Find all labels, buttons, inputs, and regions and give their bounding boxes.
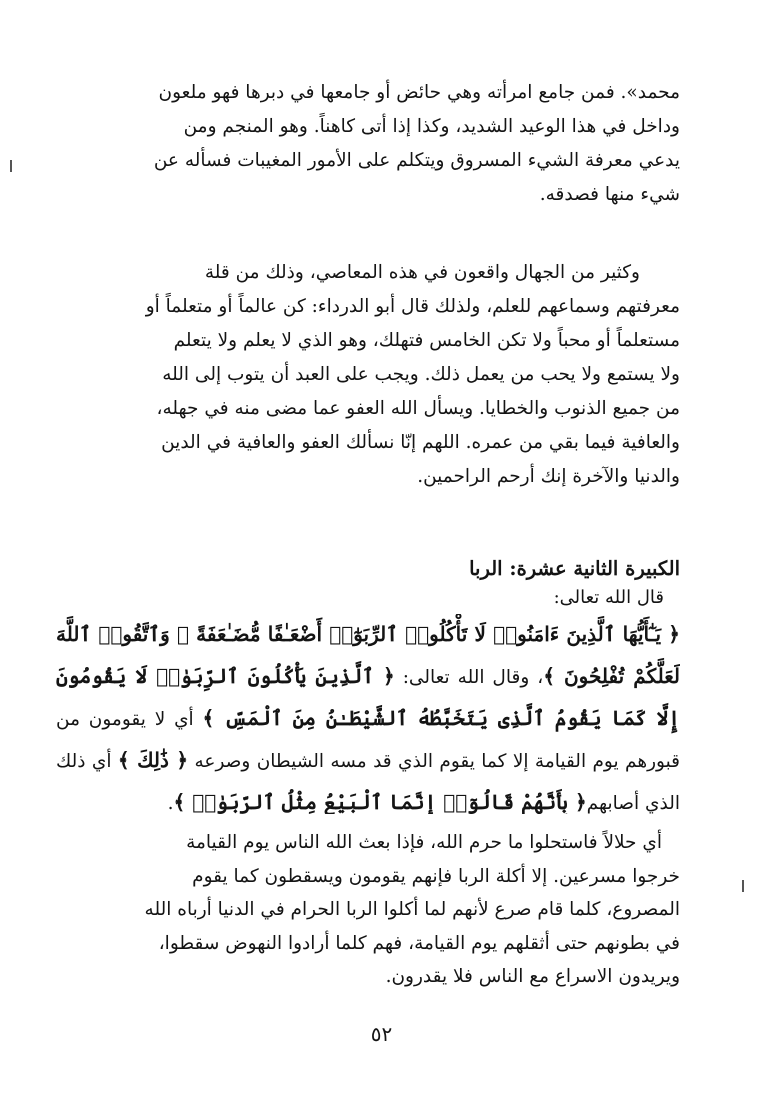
commentary-text: أي ذلك الذي أصابهم bbox=[56, 751, 680, 814]
verse-intro: قال الله تعالى: bbox=[553, 587, 664, 608]
scan-mark bbox=[742, 880, 744, 892]
commentary-text: أي لا يقومون من قبورهم يوم القيامة إلا كما يقوم الذي قد مسه الشيطان وصرعه bbox=[56, 709, 680, 772]
text-line: وكثير من الجهال واقعون في هذه المعاصي، وذلك من قلة bbox=[204, 262, 640, 283]
text-line: ولا يستمع ولا يحب من يعمل ذلك. ويجب على العبد أن يتوب إلى الله bbox=[162, 364, 680, 385]
connector-text: ، وقال الله تعالى: bbox=[402, 667, 544, 688]
text-line: المصروع، كلما قام صرع لأنهم لما أكلوا الربا الحرام في الدنيا أرباه الله bbox=[144, 899, 680, 920]
text-line: والدنيا والآخرة إنك أرحم الراحمين. bbox=[417, 466, 680, 487]
paragraph-2 bbox=[56, 256, 680, 512]
text-line: والعافية فيما بقي من عمره. اللهم إنّا نسألك العفو والعافية في الدين bbox=[161, 432, 680, 453]
text-line: في بطونهم حتى أثقلهم يوم القيامة، فهم كلما أرادوا النهوض سقطوا، bbox=[158, 932, 680, 954]
quran-verse: ﴿ ذَٰلِكَ ﴾ bbox=[117, 748, 189, 772]
text-line: شيء منها فصدقه. bbox=[539, 184, 680, 205]
text-line: محمد». فمن جامع امرأته وهي حائض أو جامعها في دبرها فهو ملعون bbox=[158, 82, 680, 103]
text-line: خرجوا مسرعين. إلا أكلة الربا فإنهم يقومون ويسقطون كما يقوم bbox=[192, 865, 680, 887]
text-line: معرفتهم وسماعهم للعلم، ولذلك قال أبو الدرداء: كن عالماً أو متعلماً أو bbox=[145, 296, 680, 317]
quran-verse: ﴿ يَـٰٓأَيُّهَا ٱلَّذِينَ ءَامَنُوا۟ لَا تَأْكُلُوا۟ ٱلرِّبَوٰٓا۟ أَضْعَـٰفًا مُّضَـٰعَفَةً ۖ وَٱتَّقُوا۟ ٱللَّهَ لَعَلَّكُمْ تُفْلِحُونَ ﴾ bbox=[56, 622, 680, 688]
quran-verse: ﴿ بِأَنَّهُمْ قَالُوٓا۟ إِنَّمَا ٱلْبَيْعُ مِثْلُ ٱلرِّبَوٰا۟ ﴾ bbox=[173, 790, 587, 814]
page-body bbox=[56, 76, 680, 996]
paragraph-4 bbox=[56, 826, 680, 996]
verse-end-mark: . bbox=[167, 793, 174, 814]
text-line: من جميع الذنوب والخطايا. ويسأل الله العفو عما مضى منه في جهله، bbox=[156, 398, 680, 419]
text-line: ويريدون الاسراع مع الناس فلا يقدرون. bbox=[385, 966, 680, 987]
text-line: يدعي معرفة الشيء المسروق ويتكلم على الأمور المغيبات فسأله عن bbox=[153, 150, 680, 171]
page-number: ٥٢ bbox=[370, 1022, 393, 1046]
quran-verse: ﴿ ٱلَّذِينَ يَأْكُلُونَ ٱلرِّبَوٰا۟ لَا يَقُومُونَ إِلَّا كَمَا يَقُومُ ٱلَّذِى يَتَخَبَّطُهُ ٱلشَّيْطَـٰنُ مِنَ ٱلْمَسِّ ﴾ bbox=[56, 664, 680, 730]
verse-block bbox=[56, 614, 680, 814]
text-line: مستعلماً أو محباً ولا تكن الخامس فتهلك، وهو الذي لا يعلم ولا يتعلم bbox=[173, 330, 680, 351]
text-line: أي حلالاً فاستحلوا ما حرم الله، فإذا بعث الله الناس يوم القيامة bbox=[186, 832, 662, 853]
paragraph-1 bbox=[56, 76, 680, 236]
scan-mark bbox=[10, 160, 12, 172]
section-heading: الكبيرة الثانية عشرة: الربا bbox=[469, 557, 680, 580]
text-line: وداخل في هذا الوعيد الشديد، وكذا إذا أتى كاهناً. وهو المنجم ومن bbox=[183, 116, 680, 137]
